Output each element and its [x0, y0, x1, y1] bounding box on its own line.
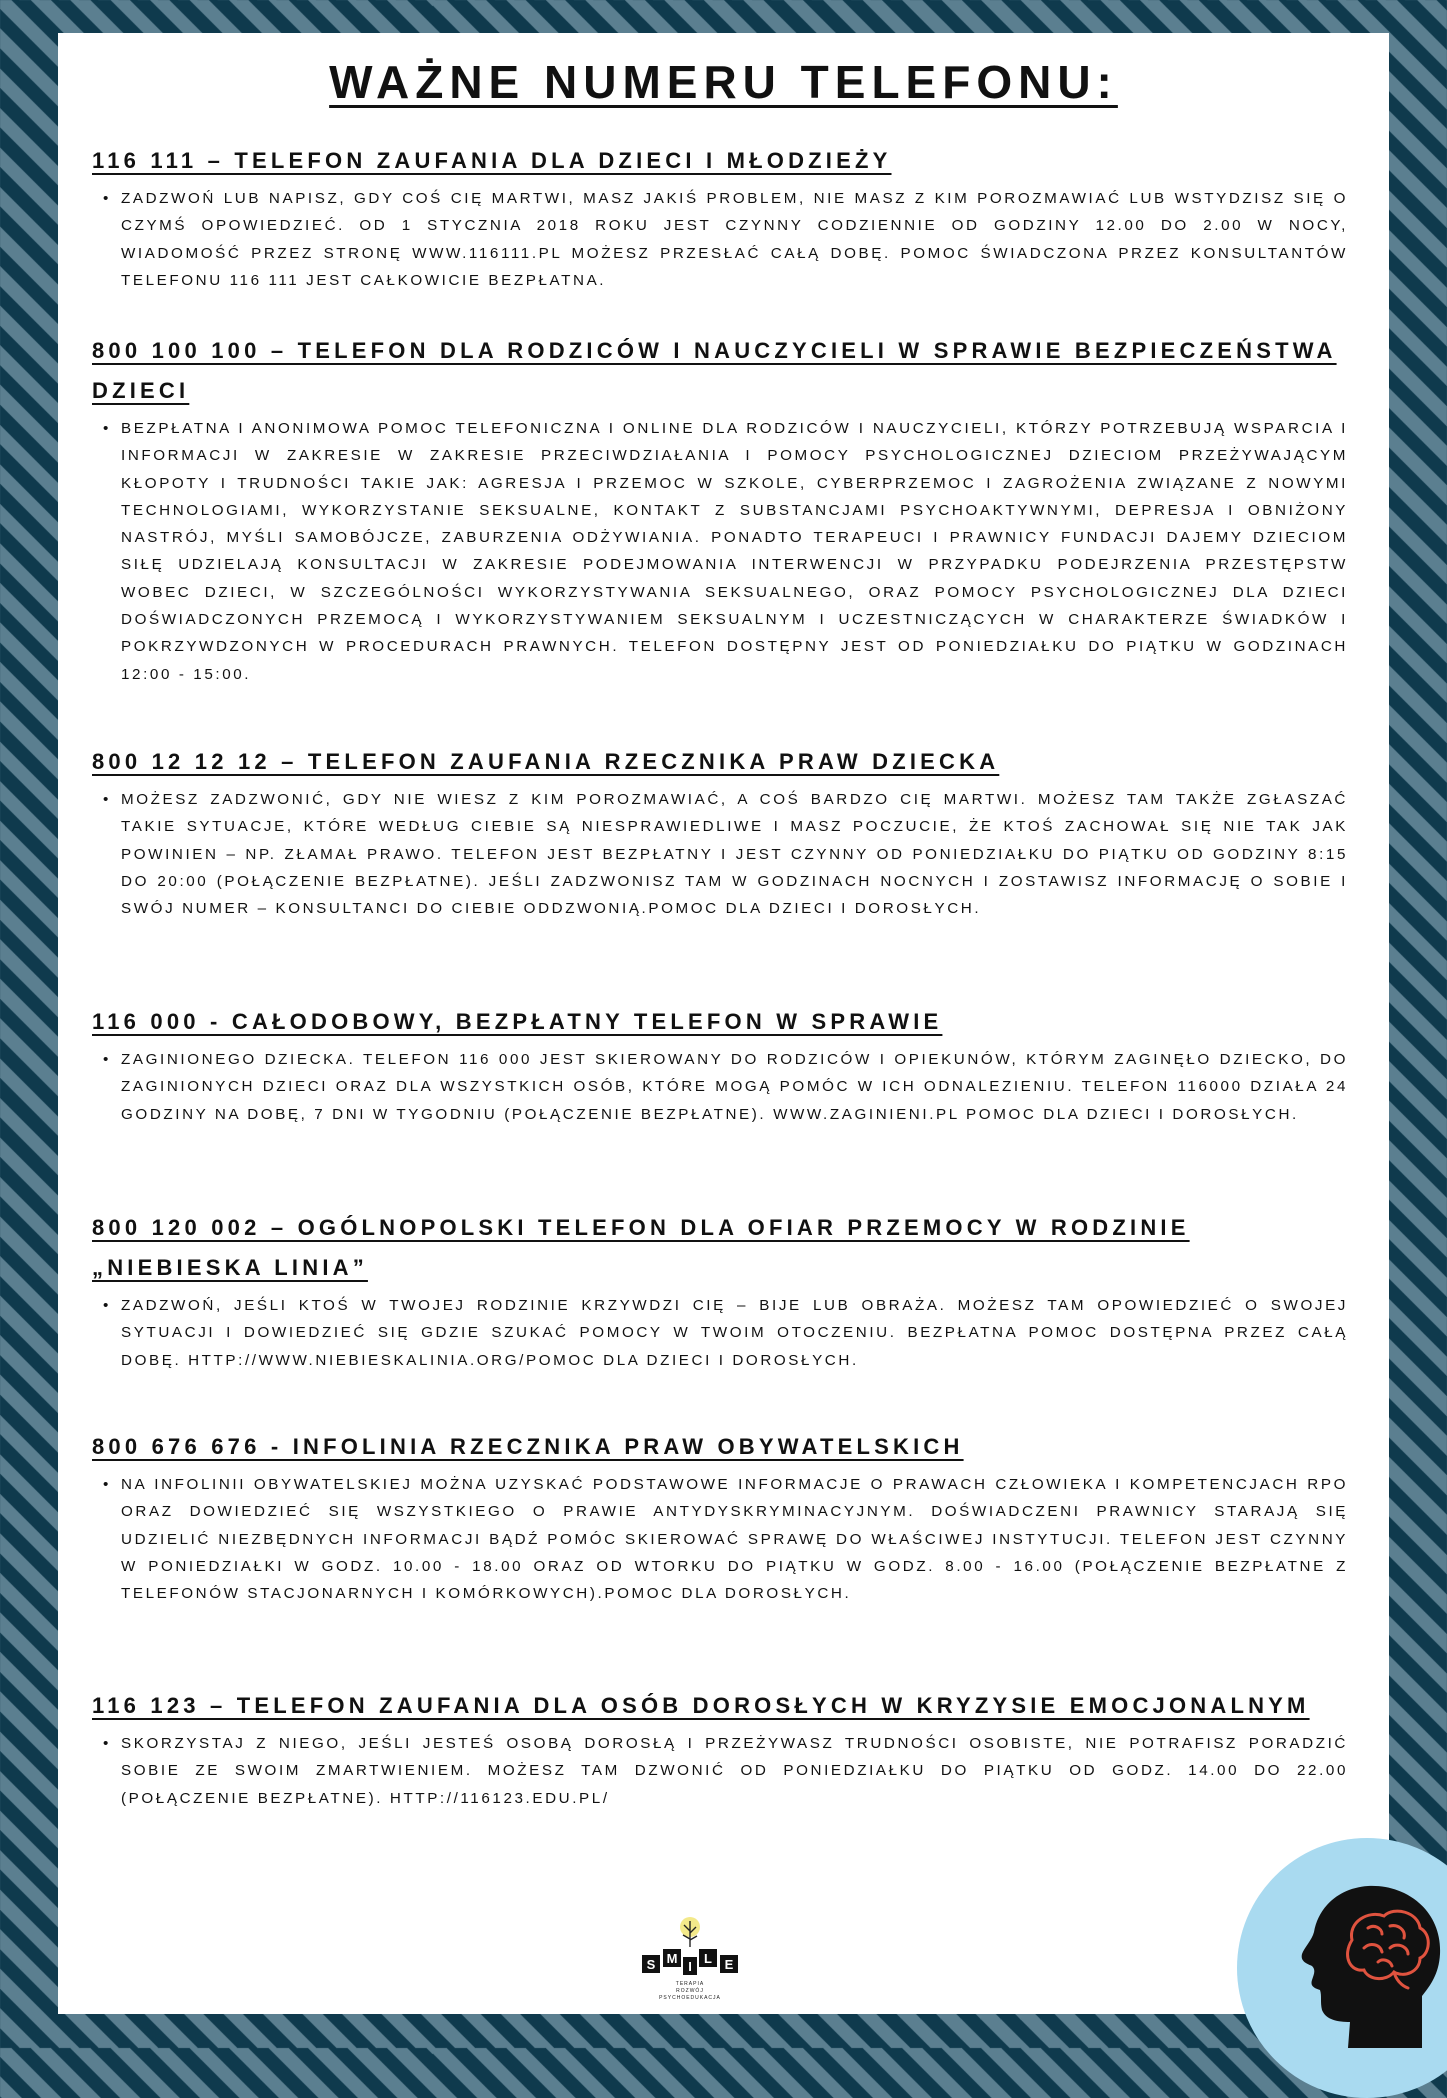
helpline-description: • BEZPŁATNA I ANONIMOWA POMOC TELEFONICZNA I ONLINE DLA RODZICÓW I NAUCZYCIELI, KTÓRZY POTRZEBUJĄ WSPARCIA I INFORMACJI W ZAKRESIE W ZAKRESIE PRZECIWDZIAŁANIA I POMOCY PSYCHOLOGICZNEJ DZIECIOM PRZEŻYWAJĄCYM KŁOPOTY I TRUDNOŚCI TAKIE JAK: AGRESJA I PRZEMOC W SZKOLE, CYBERPRZEMOC I ZAGROŻENIA ZWIĄZANE Z NOWYMI TECHNOLOGIAMI, WYKORZYSTANIE SEKSUALNE, KONTAKT Z SUBSTANCJAMI PSYCHOAKTYWNYMI, DEPRESJA I OBNIŻONY NASTRÓJ, MYŚLI SAMOBÓJCZE, ZABURZENIA ODŻYWIANIA. PONADTO TERAPEUCI I PRAWNICY FUNDACJI DAJEMY DZIECIOM SIŁĘ UDZIELAJĄ KONSULTACJI W ZAKRESIE PODEJMOWANIA INTERWENCJI W PRZYPADKU PODEJRZENIA PRZESTĘPSTW WOBEC DZIECI, W SZCZEGÓLNOŚCI WYKORZYSTYWANIA SEKSUALNEGO, ORAZ POMOCY PSYCHOLOGICZNEJ DLA DZIECI DOŚWIADCZONYCH PRZEMOCĄ I WYKORZYSTYWANIEM SEKSUALNYM I UCZESTNICZĄCYCH W CHARAKTERZE ŚWIADKÓW I POKRZYWDZONYCH W PROCEDURACH PRAWNYCH. TELEFON DOSTĘPNY JEST OD PONIEDZIAŁKU DO PIĄTKU W GODZINACH 12:00 - 15:00. [103, 420, 1348, 683]
helpline-section-7 [92, 1686, 1348, 1812]
page-title: WAŻNE NUMERU TELEFONU: [329, 56, 1118, 108]
head-with-brain-icon [1290, 1882, 1447, 2048]
helpline-heading: 116 111 – TELEFON ZAUFANIA DLA DZIECI I MŁODZIEŻY [92, 148, 892, 173]
helpline-section-2 [92, 331, 1348, 688]
lightbulb-tree-icon [630, 1913, 750, 2013]
helpline-section-5 [92, 1208, 1348, 1374]
helpline-heading: 800 120 002 – OGÓLNOPOLSKI TELEFON DLA OFIAR PRZEMOCY W RODZINIE „NIEBIESKA LINIA” [92, 1215, 1190, 1280]
helpline-heading: 800 100 100 – TELEFON DLA RODZICÓW I NAUCZYCIELI W SPRAWIE BEZPIECZEŃSTWA DZIECI [92, 338, 1337, 403]
logo-tagline: TERAPIA [675, 1981, 705, 1987]
logo-tagline: ROZWÓJ [676, 1988, 704, 1994]
logo-letter: E [724, 1957, 734, 1972]
helpline-description: • ZADZWOŃ LUB NAPISZ, GDY COŚ CIĘ MARTWI, MASZ JAKIŚ PROBLEM, NIE MASZ Z KIM POROZMAWIAĆ LUB WSTYDZISZ SIĘ O CZYMŚ OPOWIEDZIEĆ. OD 1 STYCZNIA 2018 ROKU JEST CZYNNY CODZIENNIE OD GODZINY 12.00 DO 2.00 W NOCY, WIADOMOŚĆ PRZEZ STRONĘ WWW.116111.PL MOŻESZ PRZESŁAĆ CAŁĄ DOBĘ. POMOC ŚWIADCZONA PRZEZ KONSULTANTÓW TELEFONU 116 111 JEST CAŁKOWICIE BEZPŁATNA. [103, 190, 1348, 289]
helpline-heading: 116 123 – TELEFON ZAUFANIA DLA OSÓB DOROSŁYCH W KRYZYSIE EMOCJONALNYM [92, 1693, 1310, 1718]
helpline-section-4 [92, 1002, 1348, 1128]
logo-letter: S [646, 1957, 656, 1972]
helpline-description: • MOŻESZ ZADZWONIĆ, GDY NIE WIESZ Z KIM POROZMAWIAĆ, A COŚ BARDZO CIĘ MARTWI. MOŻESZ TAM TAKŻE ZGŁASZAĆ TAKIE SYTUACJE, KTÓRE WEDŁUG CIEBIE SĄ NIESPRAWIEDLIWE I MASZ POCZUCIE, ŻE KTOŚ ZACHOWAŁ SIĘ NIE TAK JAK POWINIEN – NP. ZŁAMAŁ PRAWO. TELEFON JEST BEZPŁATNY I JEST CZYNNY OD PONIEDZIAŁKU DO PIĄTKU OD GODZINY 8:15 DO 20:00 (POŁĄCZENIE BEZPŁATNE). JEŚLI ZADZWONISZ TAM W GODZINACH NOCNYCH I ZOSTAWISZ INFORMACJĘ O SOBIE I SWÓJ NUMER – KONSULTANCI DO CIEBIE ODDZWONIĄ.POMOC DLA DZIECI I DOROSŁYCH. [103, 791, 1348, 918]
helpline-description: • NA INFOLINII OBYWATELSKIEJ MOŻNA UZYSKAĆ PODSTAWOWE INFORMACJE O PRAWACH CZŁOWIEKA I KOMPETENCJACH RPO ORAZ DOWIEDZIEĆ SIĘ WSZYSTKIEGO O PRAWIE ANTYDYSKRYMINACYJNYM. DOŚWIADCZENI PRAWNICY STARAJĄ SIĘ UDZIELIĆ NIEZBĘDNYCH INFORMACJI BĄDŹ POMÓC SKIEROWAĆ SPRAWĘ DO WŁAŚCIWEJ INSTYTUCJI. TELEFON JEST CZYNNY W PONIEDZIAŁKI W GODZ. 10.00 - 18.00 ORAZ OD WTORKU DO PIĄTKU W GODZ. 8.00 - 16.00 (POŁĄCZENIE BEZPŁATNE Z TELEFONÓW STACJONARNYCH I KOMÓRKOWYCH).POMOC DLA DOROSŁYCH. [103, 1476, 1348, 1603]
helpline-heading: 116 000 - CAŁODOBOWY, BEZPŁATNY TELEFON W SPRAWIE [92, 1009, 943, 1034]
helpline-section-6 [92, 1427, 1348, 1607]
logo-tagline: PSYCHOEDUKACJA [659, 1995, 721, 2001]
helpline-heading: 800 676 676 - INFOLINIA RZECZNIKA PRAW OBYWATELSKICH [92, 1434, 964, 1459]
helpline-description: • SKORZYSTAJ Z NIEGO, JEŚLI JESTEŚ OSOBĄ DOROSŁĄ I PRZEŻYWASZ TRUDNOŚCI OSOBISTE, NIE POTRAFISZ PORADZIĆ SOBIE ZE SWOIM ZMARTWIENIEM. MOŻESZ TAM DZWONIĆ OD PONIEDZIAŁKU DO PIĄTKU OD GODZ. 14.00 DO 22.00 (POŁĄCZENIE BEZPŁATNE). HTTP://116123.EDU.PL/ [103, 1735, 1348, 1807]
poster-page [58, 33, 1389, 2014]
logo-letter: M [666, 1951, 678, 1966]
helpline-description: • ZAGINIONEGO DZIECKA. TELEFON 116 000 JEST SKIEROWANY DO RODZICÓW I OPIEKUNÓW, KTÓRYM ZAGINĘŁO DZIECKO, DO ZAGINIONYCH DZIECI ORAZ DLA WSZYSTKICH OSÓB, KTÓRE MOGĄ POMÓC W ICH ODNALEZIENIU. TELEFON 116000 DZIAŁA 24 GODZINY NA DOBĘ, 7 DNI W TYGODNIU (POŁĄCZENIE BEZPŁATNE). WWW.ZAGINIENI.PL POMOC DLA DZIECI I DOROSŁYCH. [103, 1051, 1348, 1123]
helpline-section-3 [92, 742, 1348, 922]
helpline-heading: 800 12 12 12 – TELEFON ZAUFANIA RZECZNIKA PRAW DZIECKA [92, 749, 1000, 774]
logo-letter: L [704, 1951, 712, 1966]
helpline-description: • ZADZWOŃ, JEŚLI KTOŚ W TWOJEJ RODZINIE KRZYWDZI CIĘ – BIJE LUB OBRAŻA. MOŻESZ TAM OPOWIEDZIEĆ O SWOJEJ SYTUACJI I DOWIEDZIEĆ SIĘ GDZIE SZUKAĆ POMOCY W TWOIM OTOCZENIU. BEZPŁATNA POMOC DOSTĘPNA PRZEZ CAŁĄ DOBĘ. HTTP://WWW.NIEBIESKALINIA.ORG/POMOC DLA DZIECI I DOROSŁYCH. [103, 1297, 1348, 1369]
helpline-section-1 [92, 141, 1348, 294]
smile-logo [630, 1913, 750, 2013]
logo-letter: I [688, 1959, 692, 1974]
